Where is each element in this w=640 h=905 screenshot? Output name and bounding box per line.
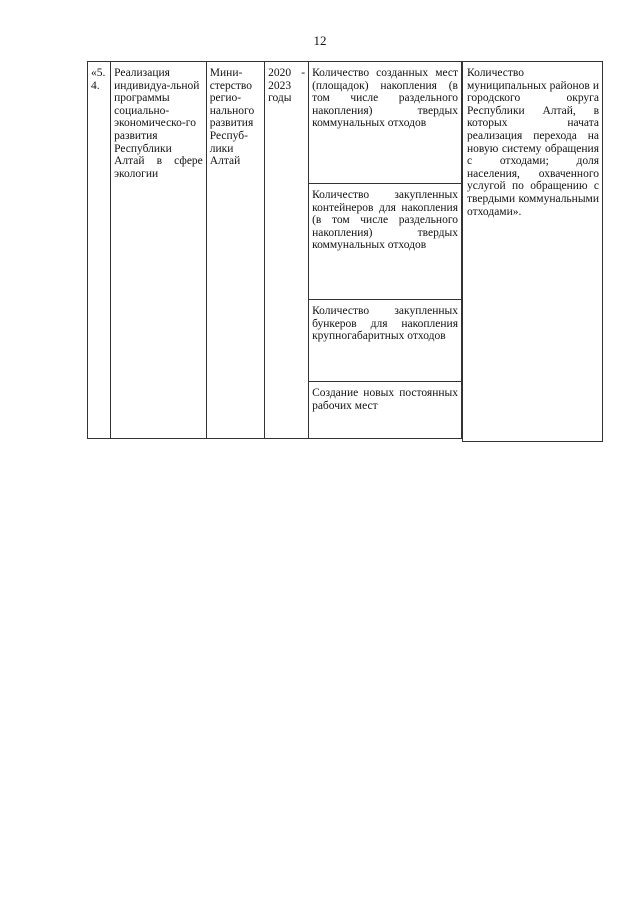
- period: 2020 - 2023 годы: [268, 67, 306, 105]
- program-table: [87, 61, 462, 439]
- executor-name: Мини-стерство регио-нального развития Респуб-лики Алтай: [209, 67, 255, 168]
- indicator-4: Создание новых постоянных рабочих мест: [312, 387, 458, 412]
- indicator-cell-3: [309, 300, 462, 382]
- result-cell: [462, 61, 603, 442]
- event-cell: [111, 62, 207, 439]
- indicator-cell-2: [309, 184, 462, 300]
- event-name: Реализация индивидуа-льной программы социально-экономическо-го развития Республики Алтай в сфере экологии: [114, 67, 203, 180]
- indicator-cell-1: [309, 62, 462, 184]
- row-number-cell: [88, 62, 111, 439]
- period-cell: [265, 62, 309, 439]
- expected-result: Количество муниципальных районов и городского округа Республики Алтай, в которых начата реализация перехода на новую систему обращения с отходами; доля населения, охваченного услугой по обращению с твердыми коммунальными отходами».: [467, 67, 599, 218]
- indicator-3: Количество закупленных бункеров для накопления крупногабаритных отходов: [312, 305, 458, 343]
- indicator-1: Количество созданных мест (площадок) накопления (в том числе раздельного накопления) твердых коммунальных отходов: [312, 67, 458, 130]
- page-number: 12: [313, 33, 327, 48]
- indicator-2: Количество закупленных контейнеров для накопления (в том числе раздельного накопления) твердых коммунальных отходов: [312, 189, 458, 252]
- indicator-cell-4: [309, 382, 462, 439]
- executor-cell: [206, 62, 264, 439]
- row-number: «5. 4.: [91, 67, 106, 92]
